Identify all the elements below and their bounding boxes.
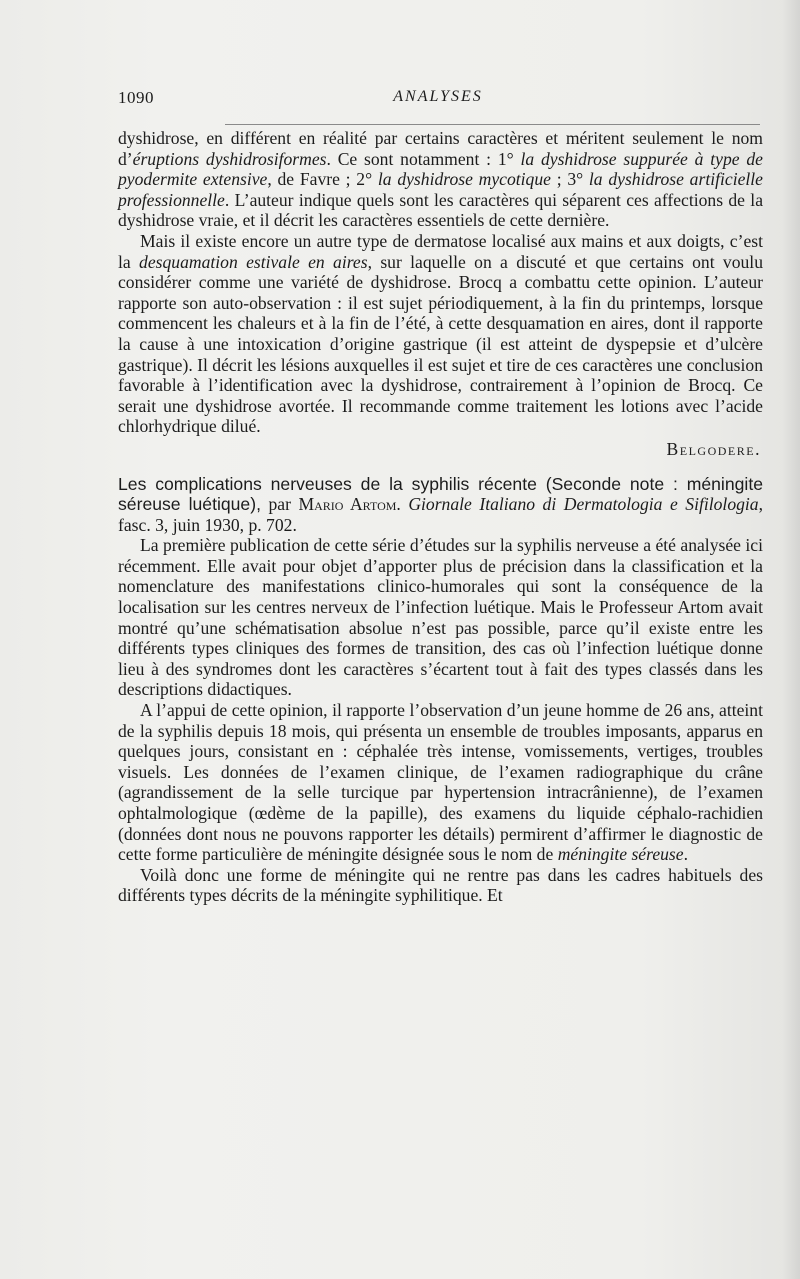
page-number: 1090 xyxy=(118,88,154,107)
italic-term: la dyshidrose suppurée à type de pyodermite extensive xyxy=(118,148,763,190)
header-rule xyxy=(225,124,760,125)
italic-term: éruptions dyshidrosiformes xyxy=(132,148,327,169)
text-run: A l’appui de cette opinion, il rapporte l’observation d’un jeune homme de 26 ans, atteint de la syphilis depuis 18 mois, qui présenta un ensemble de troubles imposants, apparus en quelques jours, consistant en : céphalée très intense, vomissements, vertiges, troubles visuels. Les données de l’examen clinique, de l’examen radiographique du crâne (agrandissement de la selle turcique par hypertension intracrânienne), de l’examen ophtalmologique (œdème de la papille), des examens du liquide céphalo-rachidien (données dont nous ne pouvons rapporter les détails) permirent d’affirmer le diagnostic de cette forme particulière de méningite désignée sous le nom de xyxy=(118,700,763,865)
text-run: . L’auteur indique quels sont les caractères qui séparent ces affections de la dyshidrose vraie, et il décrit les caractères essentiels de cette dernière. xyxy=(118,189,763,231)
body-text xyxy=(118,128,763,906)
reviewer-signature: Belgodere. xyxy=(666,438,761,459)
italic-term: la dyshidrose artificielle professionnelle xyxy=(118,169,763,210)
page-edge-shadow xyxy=(782,0,800,1279)
paragraph-conclusion: Voilà donc une forme de méningite qui ne rentre pas dans les cadres habituels des différents types décrits de la méningite syphilitique. Et xyxy=(118,864,763,906)
running-head: ANALYSES xyxy=(393,88,483,105)
article-title: Les complications nerveuses de la syphilis récente (Seconde note : méningite séreuse luétique), xyxy=(118,473,763,515)
paragraph-observation xyxy=(118,700,763,865)
text-run: . Ce sont notamment : 1° xyxy=(326,148,521,169)
text-run: par xyxy=(260,494,299,515)
text-run: , de Favre ; 2° xyxy=(267,169,378,190)
text-run: , sur laquelle on a discuté et que certains ont voulu considérer comme une variété de dyshidrose. Brocq a combattu cette opinion. L’auteur rapporte son auto-observation : il est sujet périodiquement, à la fin du printemps, lorsque commencent les chaleurs et à la fin de l’été, à cette desquamation en aires, dont il rapporte la cause à une intoxication d’origine gastrique (il est atteint de dyspepsie et d’ulcère gastrique). Il décrit les lésions auxquelles il est sujet et tire de ces caractères une conclusion favorable à l’identification avec la dyshidrose, contrairement à l’opinion de Brocq. Ce serait une dyshidrose avortée. Il recommande comme traitement les lotions avec l’acide chlorhydrique dilué. xyxy=(118,251,763,437)
italic-term: la dyshidrose mycotique xyxy=(377,169,551,190)
page-header xyxy=(118,88,758,112)
text-run: ; 3° xyxy=(550,169,589,190)
italic-term: desquamation estivale en aires xyxy=(139,251,368,272)
text-run: Mais il existe encore un autre type de dermatose localisé aux mains et aux doigts, c’est la xyxy=(118,230,763,272)
paragraph-first-publication: La première publication de cette série d’études sur la syphilis nerveuse a été analysée ici récemment. Elle avait pour objet d’apporter plus de précision dans la classification et la nomenclature des manifestations clinico-humorales qui sont la conséquence de la localisation sur les centres nerveux de l’infection luétique. Mais le Professeur Artom avait montré qu’une schématisation absolue n’est pas possible, parce qu’il existe entre les différents types cliniques des formes de transition, des cas où l’infection luétique donne lieu à des syndromes dont les caractères s’écartent tout à fait des types classés dans les descriptions didactiques. xyxy=(118,535,763,700)
italic-term: méningite séreuse xyxy=(557,844,684,865)
journal-name: Giornale Italiano di Dermatologia e Sifilologia xyxy=(408,494,759,515)
paragraph-desquamation xyxy=(118,231,763,437)
article-author: Mario Artom xyxy=(298,494,397,515)
article-reference: , fasc. 3, juin 1930, p. 702. xyxy=(118,494,764,535)
paragraph-intro xyxy=(118,128,763,231)
text-run: dyshidrose, en différent en réalité par certains caractères et méritent seulement le nom d’ xyxy=(118,128,763,169)
article-heading: Les complications nerveuses de la syphilis récente (Seconde note : méningite séreuse luétique), par Mario Artom. Giornale Italiano di Dermatologia e Sifilologia, fasc. 3, juin 1930, p. 702. xyxy=(118,473,764,535)
text-run: . xyxy=(683,844,688,865)
